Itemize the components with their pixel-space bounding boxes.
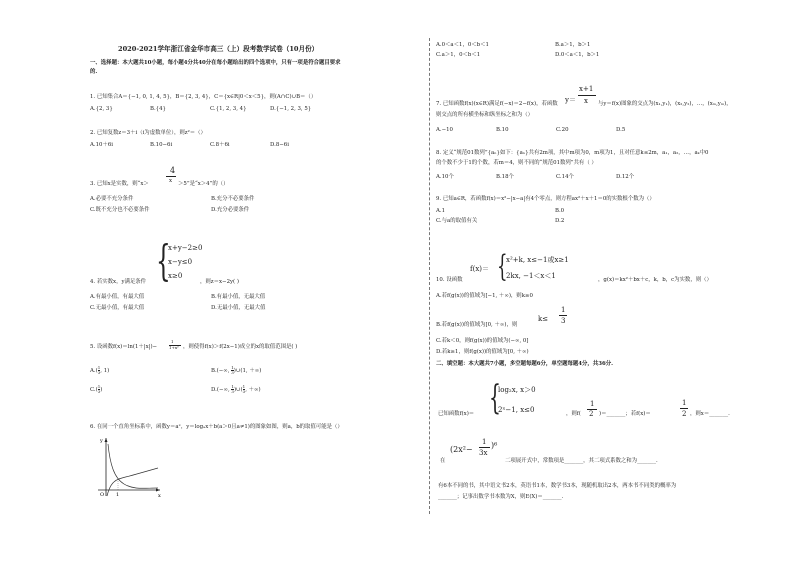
q4-stem-pre: 4. 若实数x，y满足条件	[90, 279, 147, 285]
q7-frac-den: x	[584, 97, 588, 105]
q11-stem-post2: ，则x＝_______.	[690, 411, 730, 417]
q8-option-b: B.18个	[496, 174, 514, 180]
q13-stem-line2: _______；记事出数学书本数为X，则E(X)＝_______.	[438, 494, 564, 500]
q4-option-d: D.无最小值，无最大值	[211, 305, 266, 311]
q5-option-b: B.(−∞, $\frac{1}{3}$ )∪(1, ＋∞)	[211, 365, 262, 375]
section2-header: 二、填空题：本大题共7小题，多空题每题6分，单空题每题4分，共36分.	[436, 361, 613, 367]
q4-option-a: A.有最小值，有最大值	[90, 294, 145, 300]
q2-option-a: A.10＋6i	[90, 142, 114, 148]
q3-option-b: B.充分不必要条件	[211, 196, 255, 202]
q11-frac-num: 1	[590, 400, 595, 408]
q11-case-2: 2ˣ−1, x≤0	[498, 406, 535, 414]
q11-frac2-num: 1	[682, 399, 687, 407]
q3-frac-num: 4	[170, 166, 176, 175]
q11-case-1: log₂x, x＞0	[498, 386, 536, 394]
q10-option-b-frac-bar	[559, 315, 567, 316]
q1-option-b: B.{4}	[150, 106, 166, 112]
q6-stem: 6. 在同一个直角坐标系中，函数y＝aˣ，y＝logₐx＋b(a＞0且a≠1)的图象如图，则a，b的取值可能是（）	[90, 424, 343, 430]
q5-option-c: C.( $\frac{1}{3}$ )	[90, 384, 103, 394]
q5-stem: 5. 设函数f(x)＝ln(1＋|x|)−	[90, 344, 158, 350]
q4-system-brace: {	[156, 236, 171, 285]
q2-option-b: B.10−6i	[150, 142, 173, 148]
q7-stem-post: 与y＝f(x)图象的交点为(x₁,y₁)，(x₂,y₂)，…，(xₘ,yₘ)，	[598, 101, 732, 107]
q11-frac2-bar	[680, 408, 688, 409]
q8-stem-line1: 8. 定义“规范01数列”{aₙ}如下：{aₙ}共有2m项，其中m项为0，m项为1，且对任意k≤2m，a₁，a₂，…，aₖ中0	[436, 150, 709, 156]
q7-option-d: D.5	[616, 127, 626, 133]
q6-exponential-curve	[108, 444, 158, 488]
q3-frac-bar	[166, 176, 176, 177]
q7-option-c: C.20	[556, 127, 569, 133]
q1-stem: 1. 已知集合A＝{−1, 0, 1, 4, 5}，B＝{2, 3, 4}，C＝{x∈R|0＜x＜5}，则(A∩C)∪B＝（）	[90, 94, 317, 100]
q9-option-a: A.1	[436, 208, 446, 214]
q1-option-a: A.{2, 3}	[90, 106, 113, 112]
q1-option-c: C.{1, 2, 3, 4}	[210, 106, 247, 112]
q2-option-c: C.8＋6i	[210, 142, 230, 148]
q8-option-a: A.10个	[436, 174, 454, 180]
q3-option-c: C.既不充分也不必要条件	[90, 207, 150, 213]
q6-x-label: x	[158, 493, 161, 499]
q12-frac-den: 3x	[479, 449, 488, 457]
q9-stem: 9. 已知a∈R，若函数f(x)＝x²−|x−a|有4个零点，则方程ax²＋x＋1＝0的实数根个数为（）	[436, 196, 655, 202]
q6-option-b: B.a＞1，b＞1	[555, 42, 591, 48]
q13-stem-line1: 有6本不同的书，其中语文书2本，英语书1本，数学书3本，现随机取出2本，两本书不同类的概率为	[438, 483, 677, 489]
q12-expr-post: )⁶	[491, 441, 498, 450]
column-divider	[429, 38, 430, 514]
q1-option-d: D.{−1, 2, 3, 5}	[270, 106, 312, 112]
q6-option-a: A.0＜a＜1，0＜b＜1	[436, 42, 489, 48]
q10-f-lhs: f(x)＝	[470, 265, 490, 273]
q7-frac-bar	[578, 95, 596, 96]
q11-stem-pre: 已知函数f(x)＝	[438, 411, 475, 417]
q4-option-c: C.无最小值，有最大值	[90, 305, 145, 311]
q3-frac-den: x	[169, 178, 173, 184]
q8-stem-line2: 的个数不少于1的个数，若m＝4，则不同的“规范01数列”共有（ ）	[436, 160, 597, 166]
q8-option-c: C.14个	[556, 174, 574, 180]
q2-stem: 2. 已知复数z＝3＋i（i为虚数单位），则z²＝（）	[90, 130, 206, 136]
q10-stem-post: ，g(x)＝kx²＋bx＋c，k，b，c为实数，则（）	[598, 277, 712, 283]
q10-brace: {	[497, 249, 508, 284]
q5-frac-den: 1+x²	[169, 345, 179, 350]
q10-option-b-frac-den: 3	[561, 317, 566, 325]
q8-option-d: D.12个	[616, 174, 635, 180]
q4-constraint-3: x≥0	[168, 272, 183, 280]
q6-graph	[94, 434, 164, 500]
q10-option-b: B.若f(g(x))的值域为[0, ＋∞)，则	[436, 322, 518, 328]
q11-frac-den: 2	[589, 410, 594, 418]
q12-expr: (2x²−	[450, 445, 473, 454]
q7-frac-num: x+1	[579, 85, 594, 93]
section1-header-line2: 的.	[90, 69, 98, 75]
q10-option-b-frac-num: 1	[561, 306, 566, 314]
q6-y-label: y	[100, 438, 103, 444]
q6-option-d: D.0＜a＜1，b＞1	[555, 52, 600, 58]
q7-stem: 7. 已知函数f(x)(x∈R)满足f(−x)＝2−f(x)，若函数	[436, 101, 558, 107]
q3-option-a: A.必要不充分条件	[90, 196, 134, 202]
q4-constraint-2: x−y≤0	[168, 258, 193, 266]
q4-stem-post: ，则z＝x−2y( )	[200, 279, 239, 285]
q2-option-d: D.8−6i	[270, 142, 289, 148]
q7-y-equals: y＝	[565, 96, 576, 104]
q6-tick-one-label: 1	[116, 492, 120, 498]
q6-option-c: C.a＞1，0＜b＜1	[436, 52, 481, 58]
q9-option-d: D.2	[555, 218, 565, 224]
q7-stem-line2: 则交点的所有横坐标和纵坐标之和为（）	[436, 112, 534, 118]
q11-stem-post1: )＝_______；若f(x)＝	[599, 411, 651, 417]
q9-option-b: B.0	[555, 208, 565, 214]
q5-option-a: A.( $\frac{1}{3}$ , 1)	[90, 365, 110, 375]
q3-stem-post: ＞5”是“x＞4”的（）	[178, 181, 229, 187]
q7-option-b: B.10	[496, 127, 509, 133]
q10-option-b-k: k≤	[538, 315, 549, 323]
q6-origin-label: O	[100, 492, 105, 498]
q4-constraint-1: x+y−2≥0	[168, 244, 203, 252]
q10-case-1: x²+k, x≤−1或x≥1	[506, 256, 569, 264]
q10-option-c: C.若k＜0，则f(g(x))的值域为(−∞, 0]	[436, 338, 529, 344]
q5-frac-num: 1	[171, 339, 174, 344]
q4-option-b: B.有最小值，无最大值	[211, 294, 266, 300]
q3-option-d: D.充分必要条件	[211, 207, 250, 213]
q6-x-arrow	[156, 489, 160, 492]
q11-stem-mid: ，则f(	[566, 411, 581, 417]
q10-option-d: D.若k≥1，则f(g(x))的值域为[0, ＋∞)	[436, 349, 529, 355]
q7-option-a: A.−10	[436, 127, 453, 133]
q12-stem: 二项展开式中，常数项是_______，其二项式系数之和为_______.	[505, 458, 658, 464]
q12-frac-num: 1	[482, 438, 487, 446]
q6-y-arrow	[105, 438, 108, 442]
q3-stem-pre: 3. 已知x是实数，则“x＞	[90, 181, 149, 187]
q11-frac2-den: 2	[682, 410, 687, 418]
q9-option-c: C.与a的取值有关	[436, 218, 478, 224]
q10-stem-pre: 10. 设函数	[436, 277, 463, 283]
q12-frac-bar	[479, 447, 490, 448]
q6-log-curve	[107, 468, 158, 496]
section1-header-line1: 一、选择题：本大题共10小题，每小题4分共40分在每小题给出的四个选项中，只有一项是符合题目要求	[90, 60, 341, 66]
exam-title: 2020-2021学年浙江省金华市高三（上）段考数学试卷（10月份）	[118, 45, 319, 53]
q5-stem-post: ，则使得f(x)＞f(2x−1)成立的x的取值范围是( )	[183, 344, 298, 350]
q11-brace: {	[489, 378, 501, 418]
q5-option-d: D.(−∞, $\frac{1}{3}$ )∪( $\frac{1}{3}$ , ＋∞)	[211, 384, 261, 394]
q12-pre: 在	[440, 458, 446, 464]
q10-case-2: 2kx, −1＜x＜1	[506, 272, 556, 280]
q10-option-a: A.若f(g(x))的值域为[−1, ＋∞)，则k≥0	[436, 293, 533, 299]
